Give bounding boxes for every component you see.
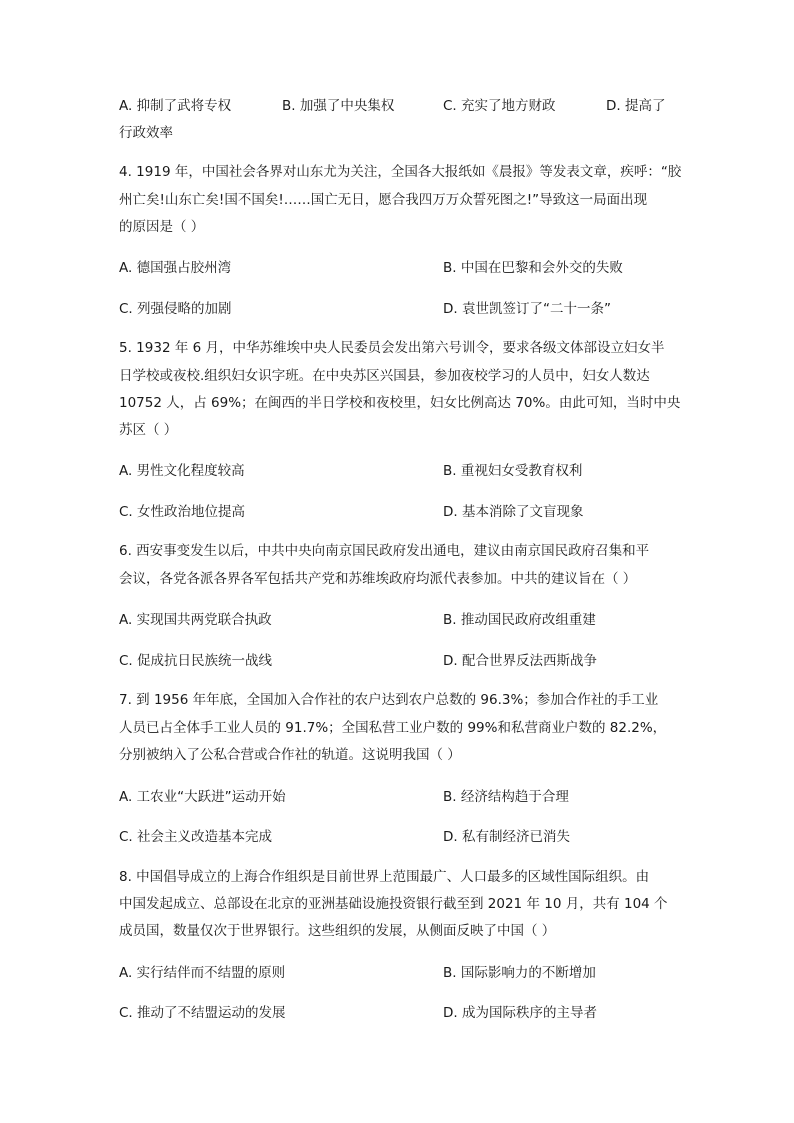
q3-options xyxy=(119,96,679,116)
q4-stem-line-1: 4. 1919 年，中国社会各界对山东尤为关注，全国各大报纸如《晨报》等发表文章，疾呼：“胶 xyxy=(119,164,682,180)
q4-option-b[interactable]: B. 中国在巴黎和会外交的失败 xyxy=(443,260,623,276)
q6-option-d[interactable]: D. 配合世界反法西斯战争 xyxy=(443,653,597,669)
q8-option-b[interactable]: B. 国际影响力的不断增加 xyxy=(443,965,596,981)
q8-stem-line-3: 成员国，数量仅次于世界银行。这些组织的发展，从侧面反映了中国（ ） xyxy=(119,923,556,939)
q5-stem-line-2: 日学校或夜校.组织妇女识字班。在中央苏区兴国县，参加夜校学习的人员中，妇女人数达 xyxy=(119,368,650,384)
q5-stem-line-1: 5. 1932 年 6 月，中华苏维埃中央人民委员会发出第六号训令，要求各级文体部设立妇女半 xyxy=(119,340,665,356)
q5-stem-line-3: 10752 人，占 69%；在闽西的半日学校和夜校里，妇女比例高达 70%。由此可知，当时中央 xyxy=(119,395,681,411)
q6-options-row-1 xyxy=(119,610,679,630)
q5-stem-line-4: 苏区（ ） xyxy=(119,422,178,438)
q5-option-a[interactable]: A. 男性文化程度较高 xyxy=(119,463,245,479)
q7-stem-line-1: 7. 到 1956 年年底，全国加入合作社的农户达到农户总数的 96.3%；参加合作社的手工业 xyxy=(119,692,659,708)
q3-option-b[interactable]: B. 加强了中央集权 xyxy=(282,98,395,114)
q3-option-a[interactable]: A. 抑制了武将专权 xyxy=(119,98,232,114)
q4-stem-line-3: 的原因是（ ） xyxy=(119,219,205,235)
q5-options-row-2 xyxy=(119,502,679,522)
q8-stem-line-2: 中国发起成立、总部设在北京的亚洲基础设施投资银行截至到 2021 年 10 月，共有 104 个 xyxy=(119,896,668,912)
q7-stem-line-2: 人员已占全体手工业人员的 91.7%；全国私营工业户数的 99%和私营商业户数的 82.2%， xyxy=(119,720,667,736)
q7-option-d[interactable]: D. 私有制经济已消失 xyxy=(443,829,570,845)
q7-options-row-1 xyxy=(119,787,679,807)
q5-option-c[interactable]: C. 女性政治地位提高 xyxy=(119,504,246,520)
q4-option-d[interactable]: D. 袁世凯签订了“二十一条” xyxy=(443,301,611,317)
q8-options-row-1 xyxy=(119,963,679,983)
q6-option-b[interactable]: B. 推动国民政府改组重建 xyxy=(443,612,596,628)
q7-option-b[interactable]: B. 经济结构趋于合理 xyxy=(443,789,569,805)
q6-stem-line-2: 会议，各党各派各界各军包括共产党和苏维埃政府均派代表参加。中共的建议旨在（ ） xyxy=(119,571,637,587)
q8-option-d[interactable]: D. 成为国际秩序的主导者 xyxy=(443,1005,597,1021)
q5-option-d[interactable]: D. 基本消除了文盲现象 xyxy=(443,504,584,520)
q4-options-row-1 xyxy=(119,258,679,278)
q3-option-c[interactable]: C. 充实了地方财政 xyxy=(443,98,556,114)
q7-options-row-2 xyxy=(119,827,679,847)
q8-option-c[interactable]: C. 推动了不结盟运动的发展 xyxy=(119,1005,286,1021)
q4-options-row-2 xyxy=(119,299,679,319)
q6-options-row-2 xyxy=(119,651,679,671)
q7-stem-line-3: 分别被纳入了公私合营或合作社的轨道。这说明我国（ ） xyxy=(119,747,461,763)
q6-option-a[interactable]: A. 实现国共两党联合执政 xyxy=(119,612,272,628)
q6-option-c[interactable]: C. 促成抗日民族统一战线 xyxy=(119,653,273,669)
q3-option-d[interactable]: D. 提高了 xyxy=(606,98,666,114)
q6-stem-line-1: 6. 西安事变发生以后，中共中央向南京国民政府发出通电，建议由南京国民政府召集和平 xyxy=(119,543,650,559)
q3-option-d-continued: 行政效率 xyxy=(119,125,173,141)
q4-stem-line-2: 州亡矣!山东亡矣!国不国矣!……国亡无日，愿合我四万万众誓死图之!”导致这一局面出现 xyxy=(119,192,648,208)
q4-option-a[interactable]: A. 德国强占胶州湾 xyxy=(119,260,232,276)
q5-option-b[interactable]: B. 重视妇女受教育权利 xyxy=(443,463,583,479)
q8-option-a[interactable]: A. 实行结伴而不结盟的原则 xyxy=(119,965,286,981)
q5-options-row-1 xyxy=(119,461,679,481)
q7-option-a[interactable]: A. 工农业“大跃进”运动开始 xyxy=(119,789,286,805)
q7-option-c[interactable]: C. 社会主义改造基本完成 xyxy=(119,829,273,845)
q8-options-row-2 xyxy=(119,1003,679,1023)
q8-stem-line-1: 8. 中国倡导成立的上海合作组织是目前世界上范围最广、人口最多的区域性国际组织。由 xyxy=(119,869,650,885)
q4-option-c[interactable]: C. 列强侵略的加剧 xyxy=(119,301,232,317)
